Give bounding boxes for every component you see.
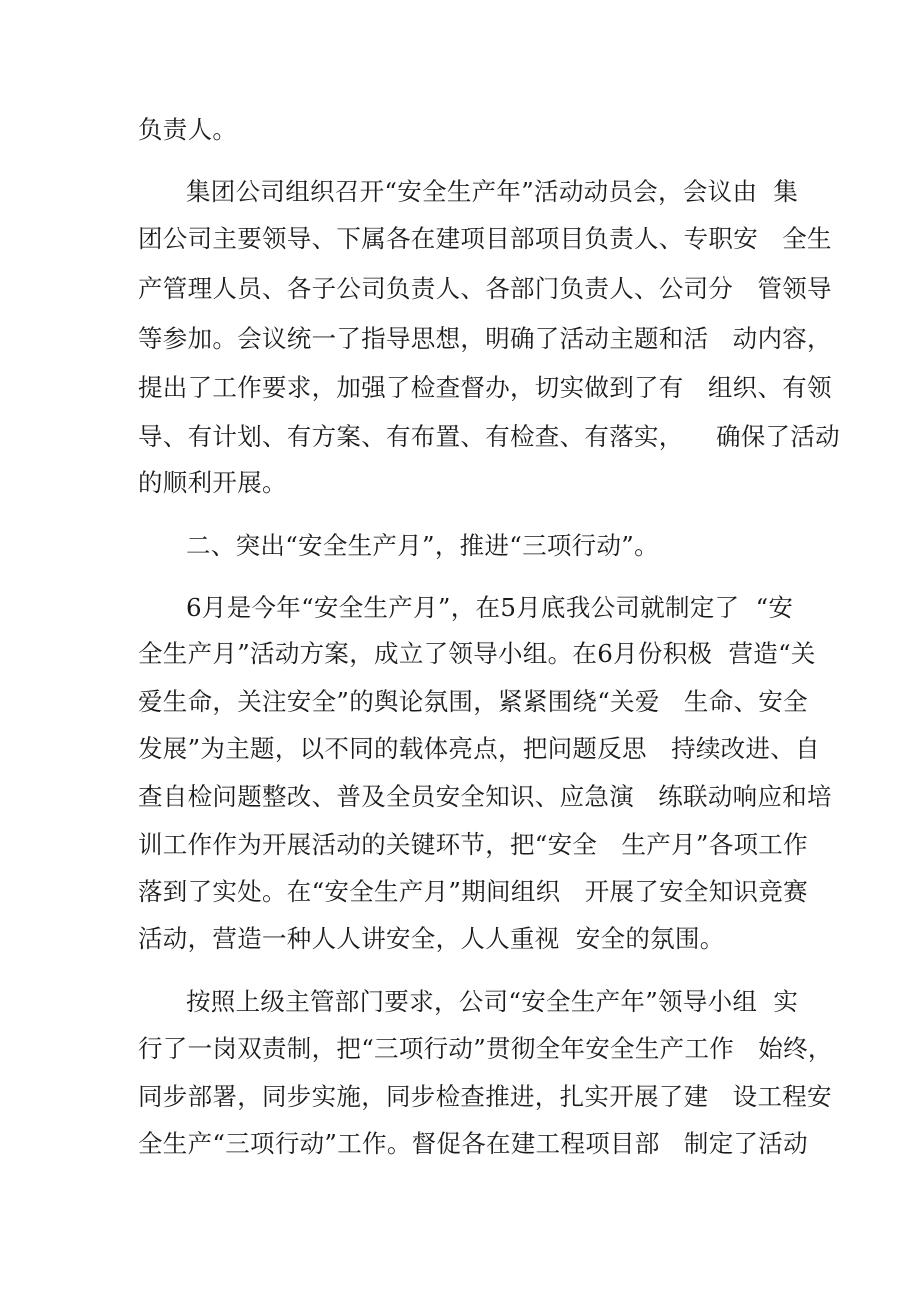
paragraph-3-line-7: 落到了实处。在“安全生产月”期间组织 开展了安全知识竞赛: [138, 877, 808, 906]
paragraph-1-line-6: 导、有计划、有方案、有布置、有检查、有落实， 确保了活动: [138, 422, 840, 451]
paragraph-3-line-2: 全生产月”活动方案，成立了领导小组。在6月份积极 营造“关: [138, 639, 816, 668]
paragraph-4-line-2: 行了一岗双责制，把“三项行动”贯彻全年安全生产工作 始终，: [138, 1034, 833, 1063]
paragraph-1-line-4: 等参加。会议统一了指导思想，明确了活动主题和活 动内容，: [138, 324, 832, 353]
paragraph-3-line-4: 发展”为主题，以不同的载体亮点，把问题反思 持续改进、自: [138, 734, 820, 763]
paragraph-1-line-3: 产管理人员、各子公司负责人、各部门负责人、公司分 管领导: [138, 274, 832, 303]
paragraph-1-line-7: 的顺利开展。: [138, 468, 287, 497]
paragraph-3-line-3: 爱生命，关注安全”的舆论氛围，紧紧围绕“关爱 生命、安全: [138, 687, 808, 716]
section-heading: 二、突出“安全生产月”，推进“三项行动”。: [186, 531, 659, 560]
paragraph-3-line-1: 6月是今年“安全生产月”，在5月底我公司就制定了 “安: [186, 593, 794, 622]
paragraph-3-line-8: 活动，营造一种人人讲安全，人人重视 安全的氛围。: [138, 924, 725, 953]
paragraph-1-line-1: 集团公司组织召开“安全生产年”活动动员会，会议由 集: [186, 177, 799, 206]
paragraph-3-line-5: 查自检问题整改、普及全员安全知识、应急演 练联动响应和培: [138, 782, 832, 811]
paragraph-4-line-4: 全生产“三项行动”工作。督促各在建工程项目部 制定了活动: [138, 1129, 808, 1158]
paragraph-3-line-6: 训工作作为开展活动的关键环节，把“安全 生产月”各项工作: [138, 830, 808, 859]
paragraph-0-line-1: 负责人。: [138, 115, 238, 144]
paragraph-4-line-1: 按照上级主管部门要求，公司“安全生产年”领导小组 实: [186, 987, 799, 1016]
paragraph-1-line-2: 团公司主要领导、下属各在建项目部项目负责人、专职安 全生: [138, 224, 832, 253]
paragraph-4-line-3: 同步部署，同步实施，同步检查推进，扎实开展了建 设工程安: [138, 1082, 832, 1111]
paragraph-1-line-5: 提出了工作要求，加强了检查督办，切实做到了有 组织、有领: [138, 373, 832, 402]
